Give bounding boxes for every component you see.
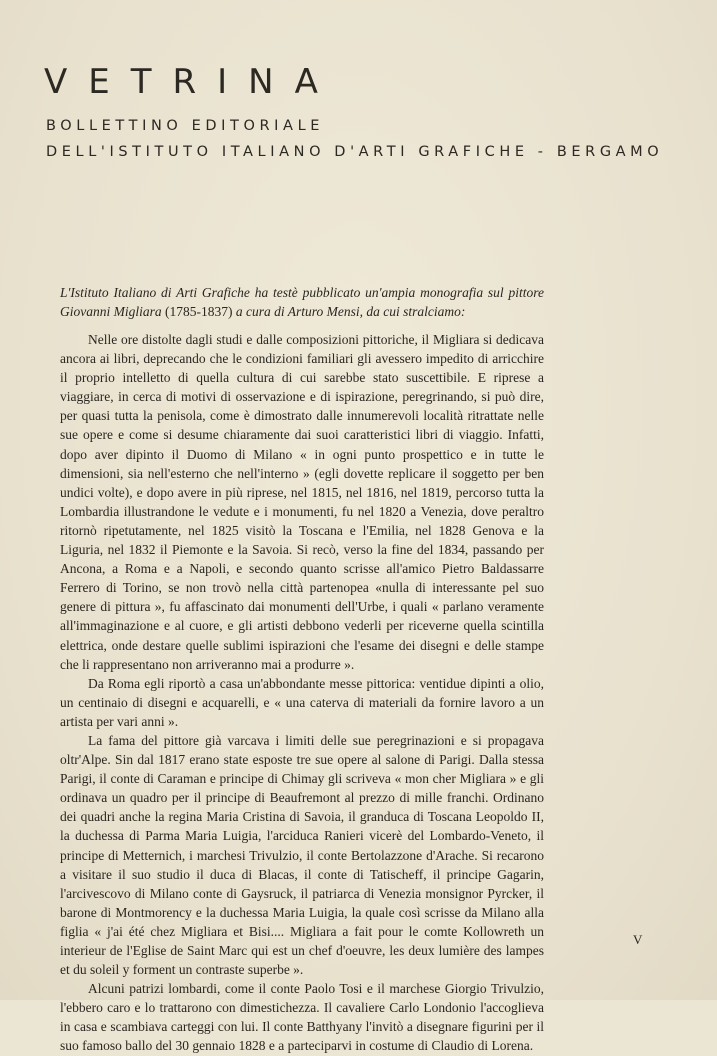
intro-text-part1: L'Istituto Italiano di Arti Grafiche ha testè pubblicato un'ampia monografia sul pittore Giovanni Migliara xyxy=(60,285,544,319)
article-paragraph: Alcuni patrizi lombardi, come il conte Paolo Tosi e il marchese Giorgio Trivulzio, l'ebbero caro e lo trattarono con dimestichezza. Il cavaliere Carlo Londonio l'accoglieva in casa e scambiava carteggi con lui. Il conte Batthyany l'invitò a disegnare figurini per il suo famoso ballo del 30 gennaio 1828 e a parteciparvi in costume di Claudio di Lorena. xyxy=(60,981,544,1054)
magazine-subtitle: BOLLETTINO EDITORIALE xyxy=(46,118,325,134)
intro-dates: (1785-1837) xyxy=(165,304,233,319)
page-number: V xyxy=(633,932,643,947)
article-paragraph: Nelle ore distolte dagli studi e dalle composizioni pittoriche, il Migliara si dedicava ancora ai libri, deprecando che le condizioni familiari gli avessero impedito di arricchire il proprio intelletto di quella cultura di cui sarebbe stato suscettibile. E riprese a viaggiare, in cerca di motivi di osservazione e di ispirazione, peregrinando, si può dire, per quasi tutta la penisola, come è dimostrato dalle innumerevoli località ritrattate nelle sue opere e come si desume chiaramente dai suoi caratteristici libri di viaggio. Infatti, dopo aver dipinto il Duomo di Milano « in ogni punto prospettico e in tutte le dimensioni, sia nell'esterno che nell'interno » (egli dovette replicare il soggetto per ben undici volte), e dopo avere in più riprese, nel 1815, nel 1816, nel 1819, percorso tutta la Lombardia illustrandone le vedute e i monumenti, fu nel 1820 a Venezia, dove peraltro ritornò ripetutamente, nel 1825 visitò la Toscana e l'Emilia, nel 1828 Genova e la Liguria, nel 1832 il Piemonte e la Savoia. Si recò, verso la fine del 1834, passando per Ancona, a Roma e a Napoli, e secondo quanto scrisse all'amico Pietro Baldassarre Ferrero di Torino, se non trovò nella città partenopea «nulla di interessante pel suo genere di pittura », fu affascinato dai monumenti dell'Urbe, i quali « parlano veramente all'immaginazione e al cuore, e gli artisti debbono vederli per riceverne quella scintilla elettrica, onde destare quelle sublimi ispirazioni che l'esame dei disegni e delle stampe che li rappresentano non arriveranno mai a produrre ». xyxy=(60,332,544,672)
intro-text-part2: a cura di Arturo Mensi, da cui stralciamo: xyxy=(232,304,466,319)
article-paragraph: Da Roma egli riportò a casa un'abbondante messe pittorica: ventidue dipinti a olio, un centinaio di disegni e acquarelli, e « una caterva di materiali da fornire lavoro a un artista per vari anni ». xyxy=(60,675,544,729)
magazine-title: VETRINA xyxy=(44,62,339,102)
article-body xyxy=(60,330,544,1056)
masthead xyxy=(44,62,684,162)
article-paragraph: La fama del pittore già varcava i limiti delle sue peregrinazioni e si propagava oltr'Alpe. Sin dal 1817 erano state esposte tre sue opere al salone di Parigi. Dalla stessa Parigi, il conte di Caraman e principe di Chimay gli scriveva « mon cher Migliara » e gli ordinava un quadro per il principe di Beaufremont al prezzo di mille franchi. Ordinano dei quadri anche la regina Maria Cristina di Savoia, il granduca di Toscana Leopoldo II, la duchessa di Parma Maria Luigia, l'arciduca Ranieri vicerè del Lombardo-Veneto, il principe di Metternich, i marchesi Trivulzio, il conte Bertolazzone d'Arache. Si recarono a visitare il suo studio il duca di Blacas, il conte di Tatischeff, il principe Gagarin, l'arcivescovo di Milano conte di Gaysruck, il patriarca di Venezia monsignor Pyrcker, il barone di Montmorency e la duchessa Maria Luigia, la quale così scrisse da Milano alla figlia « j'ai été chez Migliara et Bisi.... Migliara a fait pour le comte Kollowreth un interieur de l'Eglise de Saint Marc qui est un chef d'oeuvre, les deux lumière des lampes et du soleil y forment un contraste superbe ». xyxy=(60,732,544,978)
intro-paragraph xyxy=(60,283,544,321)
publisher-line: DELL'ISTITUTO ITALIANO D'ARTI GRAFICHE - BERGAMO xyxy=(46,144,664,160)
